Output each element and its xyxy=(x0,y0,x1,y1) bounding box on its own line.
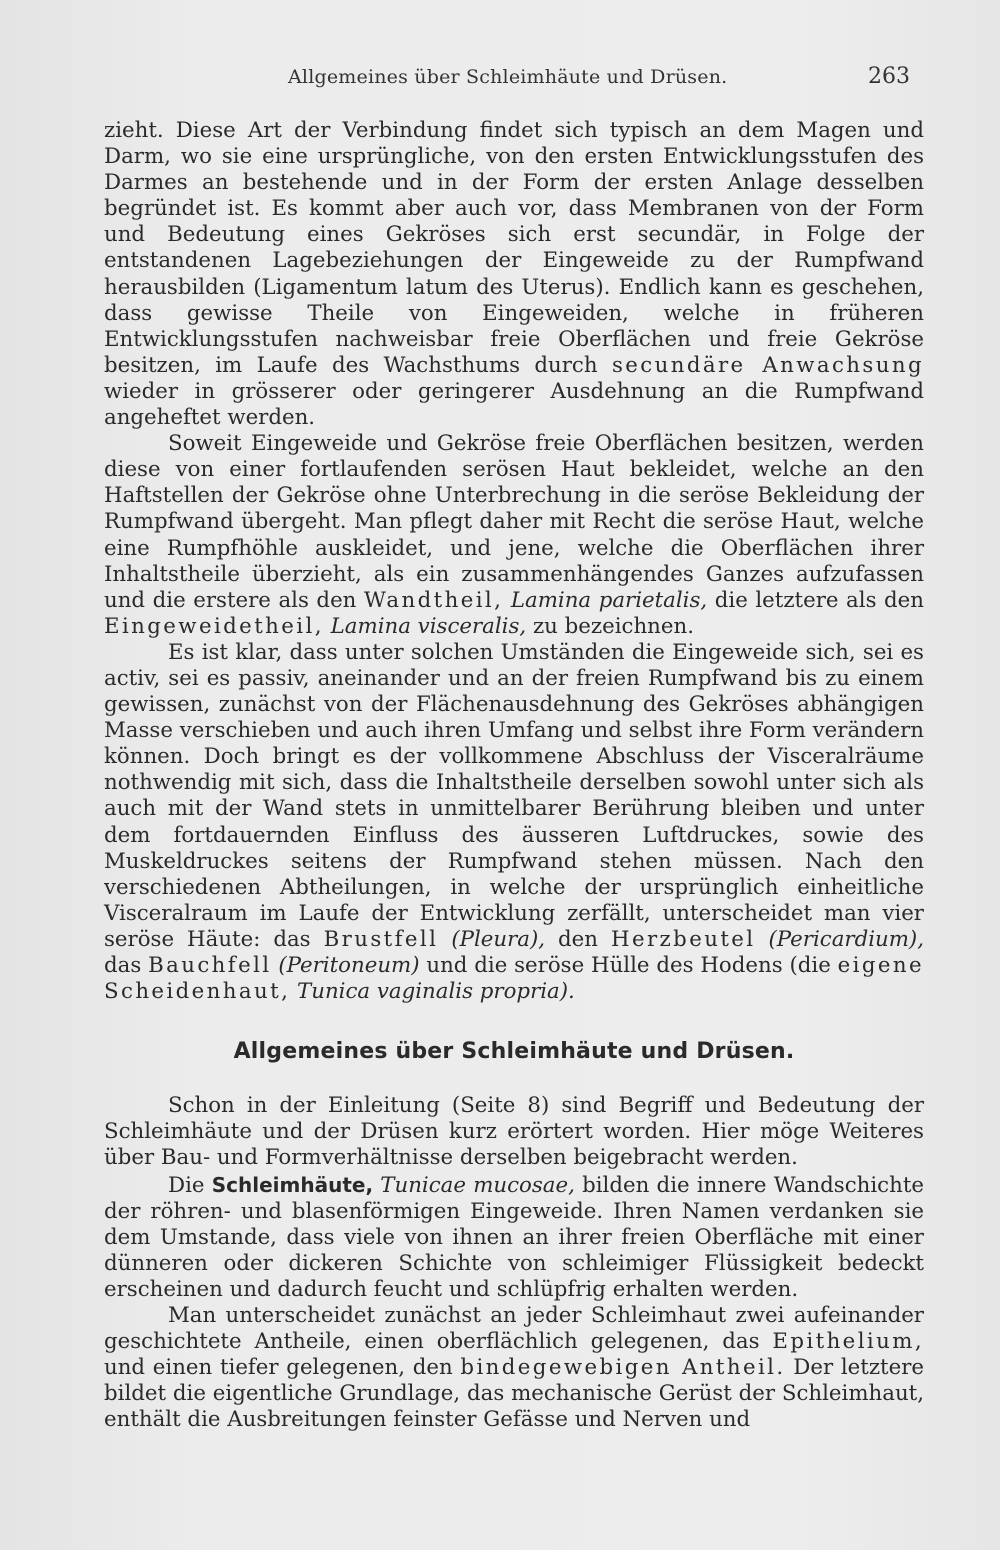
paragraph-6-text-c: Der letztere bildet die eigentliche Grundlage, das mechanische Gerüst der Schleimhaut, enthält die Ausbreitungen feinster Gefässe und Nerven und xyxy=(104,1355,924,1433)
spaced-term: Herzbeutel xyxy=(610,926,756,952)
paragraph-1 xyxy=(104,118,924,431)
paragraph-1-text: zieht. Diese Art der Verbindung findet sich typisch an dem Magen und Darm, wo sie eine ursprüngliche, von den ersten Entwicklungsstufen des Darmes an bestehende und in der Form der ersten Anlage desselben begründet ist. Es kommt aber auch vor, dass Membranen von der Form und Bedeutung eines Gekröses sich erst secundär, in Folge der entstandenen Lagebeziehungen der Eingeweide zu der Rumpfwand herausbilden (Ligamentum latum des Uterus). Endlich kann es geschehen, dass gewisse Theile von Eingeweiden, welche in früheren Entwicklungsstufen nachweisbar freie Oberflächen und freie Gekröse besitzen, im Laufe des Wachsthums durch xyxy=(104,118,924,378)
latin-term: (Pericardium), xyxy=(768,926,924,952)
latin-term: Lamina parietalis, xyxy=(510,587,708,613)
paragraph-6-text-a: Man unterscheidet zunächst an jeder Schleimhaut zwei aufeinander geschichtete Antheile, einen oberflächlich gelegenen, das xyxy=(104,1303,924,1355)
paragraph-5 xyxy=(104,1172,924,1303)
paragraph-3-text-d: und die seröse Hülle des Hodens (die xyxy=(419,953,838,978)
paragraph-3-text-b: den xyxy=(545,926,611,952)
spaced-term: eigene Scheidenhaut, xyxy=(104,953,924,1005)
paragraph-3 xyxy=(104,640,924,1005)
paragraph-2-text-a: Soweit Eingeweide und Gekröse freie Oberflächen besitzen, werden diese von einer fortlaufenden serösen Haut bekleidet, welche an den Haftstellen der Gekröse ohne Unterbrechung in die seröse Bekleidung der Rumpfwand übergeht. Man pflegt daher mit Recht die seröse Haut, welche eine Rumpfhöhle auskleidet, und jene, welche die Oberflächen ihrer Inhaltstheile überzieht, als ein zusammenhängendes Ganzes aufzufassen und die erstere als den xyxy=(104,431,924,613)
paragraph-3-text-a: Es ist klar, dass unter solchen Umständen die Eingeweide sich, sei es activ, sei es passiv, aneinander und an der freien Rumpfwand bis zu einem gewissen, zunächst von der Flächenausdehnung des Gekröses abhängigen Masse verschieben und auch ihren Umfang und selbst ihre Form verändern können. Doch bringt es der vollkommene Abschluss der Visceralräume nothwendig mit sich, dass die Inhaltstheile derselben sowohl unter sich als auch mit der Wand stets in unmittelbarer Berührung bleiben und unter dem fortdauernden Einfluss des äusseren Luftdruckes, sowie des Muskeldruckes seitens der Rumpfwand stehen müssen. Nach den verschiedenen Abtheilungen, in welche der ursprünglich einheitliche Visceralraum im Laufe der Entwicklung zerfällt, unterscheidet man vier seröse Häute: das xyxy=(104,639,924,952)
spaced-term: Epithelium, xyxy=(772,1329,924,1355)
paragraph-6 xyxy=(104,1303,924,1433)
latin-term: (Pleura), xyxy=(451,926,546,952)
paragraph-1-tail: wieder in grösserer oder geringerer Ausdehnung an die Rumpfwand angeheftet werden. xyxy=(104,378,924,431)
latin-term: (Peritoneum) xyxy=(278,953,420,978)
paragraph-5-text-a: Die xyxy=(168,1172,212,1198)
spaced-term: Brustfell xyxy=(323,926,439,952)
latin-term: Lamina visceralis, xyxy=(330,613,527,639)
paragraph-3-text-c: das xyxy=(104,953,149,978)
paragraph-2-text-b: die letztere als den xyxy=(707,587,925,613)
spaced-term: Bauchfell xyxy=(148,953,272,978)
spaced-term: Wandtheil, xyxy=(363,587,504,613)
spaced-term: Eingeweidetheil, xyxy=(104,613,324,639)
latin-term: Tunica vaginalis propria). xyxy=(297,979,575,1005)
running-title: Allgemeines über Schleimhäute und Drüsen. xyxy=(288,66,728,88)
paragraph-4-text: Schon in der Einleitung (Seite 8) sind Begriff und Bedeutung der Schleimhäute und der Drüsen kurz erörtert worden. Hier möge Weiteres über Bau- und Formverhältnisse derselben beigebracht werden. xyxy=(104,1093,924,1171)
section-heading: Allgemeines über Schleimhäute und Drüsen. xyxy=(233,1039,795,1065)
page-number: 263 xyxy=(868,64,910,89)
paragraph-6-text-b: und einen tiefer gelegenen, den xyxy=(104,1355,461,1381)
spaced-term: bindegewebigen Antheil. xyxy=(460,1355,786,1381)
paragraph-2-text-c: zu bezeichnen. xyxy=(526,613,694,639)
spaced-term: secundäre Anwachsung xyxy=(611,352,924,378)
paragraph-5-text-c: bilden die innere Wandschichte der röhren- und blasenförmigen Eingeweide. Ihren Namen verdanken sie dem Umstande, dass viele von ihnen an ihrer freien Oberfläche mit einer dünneren oder dickeren Schichte von schleimiger Flüssigkeit bedeckt erscheinen und dadurch feucht und schlüpfrig erhalten werden. xyxy=(104,1172,924,1302)
bold-term: Schleimhäute, xyxy=(211,1172,374,1197)
paragraph-2 xyxy=(104,431,924,640)
paragraph-4 xyxy=(104,1093,924,1171)
body-text xyxy=(104,118,924,1434)
latin-term: Tunicae mucosae, xyxy=(380,1172,575,1198)
